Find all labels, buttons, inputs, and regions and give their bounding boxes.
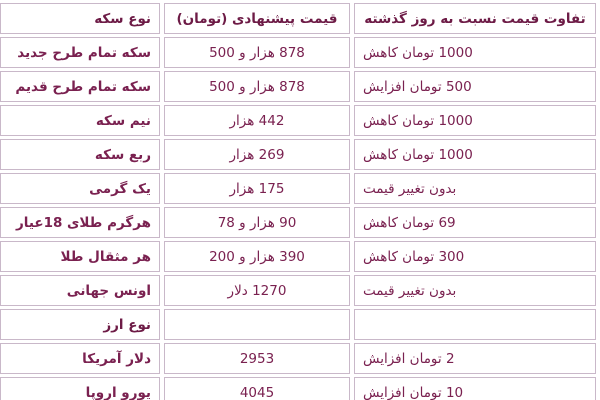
row-delta: 10 تومان افزایش [354, 377, 596, 400]
row-delta: 2 تومان افزایش [354, 343, 596, 374]
table-row [0, 343, 596, 374]
row-price: 175 هزار [164, 173, 350, 204]
table-row [0, 37, 596, 68]
row-name: سکه تمام طرح جدید [0, 37, 160, 68]
table-row [0, 139, 596, 170]
row-name: دلار آمریکا [0, 343, 160, 374]
section-header-currency [0, 309, 596, 340]
row-price: 1270 دلار [164, 275, 350, 306]
row-delta: 1000 تومان کاهش [354, 37, 596, 68]
header-name: نوع سکه [0, 3, 160, 34]
row-name: اونس جهانی [0, 275, 160, 306]
row-delta: بدون تغییر قیمت [354, 173, 596, 204]
table-header-row [0, 3, 596, 34]
row-delta: 300 تومان کاهش [354, 241, 596, 272]
table-row [0, 173, 596, 204]
row-price: 878 هزار و 500 [164, 71, 350, 102]
row-name: هر مثقال طلا [0, 241, 160, 272]
row-price: 269 هزار [164, 139, 350, 170]
row-delta: 500 تومان افزایش [354, 71, 596, 102]
row-delta: بدون تغییر قیمت [354, 275, 596, 306]
section-name: نوع ارز [0, 309, 160, 340]
table-row [0, 71, 596, 102]
row-price: 878 هزار و 500 [164, 37, 350, 68]
table-row [0, 241, 596, 272]
table-row [0, 207, 596, 238]
row-name: ربع سکه [0, 139, 160, 170]
row-price: 4045 [164, 377, 350, 400]
header-price: قیمت پیشنهادی (تومان) [164, 3, 350, 34]
table-row [0, 275, 596, 306]
row-price: 2953 [164, 343, 350, 374]
row-name: هرگرم طلای 18عیار [0, 207, 160, 238]
row-name: یک گرمی [0, 173, 160, 204]
row-name: نیم سکه [0, 105, 160, 136]
row-price: 390 هزار و 200 [164, 241, 350, 272]
section-price-empty [164, 309, 350, 340]
table-row [0, 377, 596, 400]
row-delta: 69 تومان کاهش [354, 207, 596, 238]
row-price: 90 هزار و 78 [164, 207, 350, 238]
row-delta: 1000 تومان کاهش [354, 105, 596, 136]
table-row [0, 105, 596, 136]
row-name: یورو اروپا [0, 377, 160, 400]
header-delta: تفاوت قیمت نسبت به روز گذشته [354, 3, 596, 34]
row-name: سکه تمام طرح قدیم [0, 71, 160, 102]
row-price: 442 هزار [164, 105, 350, 136]
section-delta-empty [354, 309, 596, 340]
row-delta: 1000 تومان کاهش [354, 139, 596, 170]
